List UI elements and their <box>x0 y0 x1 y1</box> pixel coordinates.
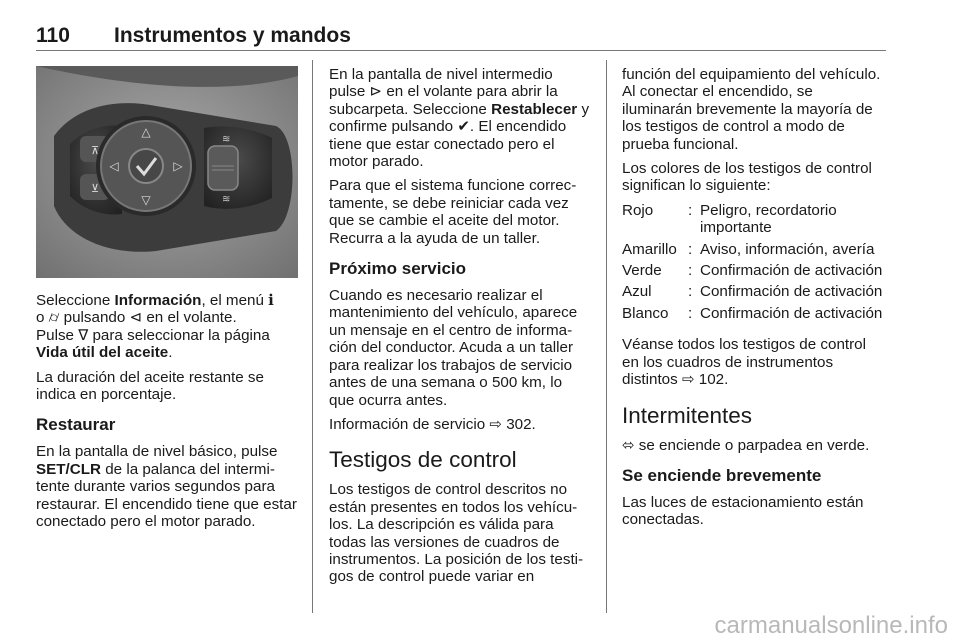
ref-arrow-icon: ⇨ <box>489 415 502 433</box>
color-legend <box>622 202 886 326</box>
column-3 <box>622 66 886 536</box>
svg-text:▷: ▷ <box>173 159 183 173</box>
legend-color-name: Blanco <box>622 304 669 322</box>
page-label-vida-util: Vida útil del aceite <box>36 344 169 362</box>
heading-intermitentes: Intermitentes <box>622 402 753 428</box>
arrow-left-icon: ⊲ <box>129 309 143 327</box>
svg-text:▽: ▽ <box>141 193 151 207</box>
page-number: 110 <box>36 24 70 47</box>
column-divider-2 <box>606 60 607 613</box>
svg-text:⊻: ⊻ <box>90 182 100 195</box>
page-reference: 102 <box>698 371 725 389</box>
legend-color-name: Rojo <box>622 201 654 219</box>
car-icon: ⌭ <box>48 309 60 327</box>
page-title: Instrumentos y mandos <box>114 24 351 47</box>
info-icon: ℹ <box>268 292 274 309</box>
turn-signal-icon: ⬄ <box>622 436 635 454</box>
menu-label-restablecer: Restablecer <box>491 100 578 118</box>
down-triangle-icon: ∇ <box>78 326 89 344</box>
paragraph: Información de servicio ⇨ 302. <box>329 415 536 433</box>
column-2 <box>329 66 591 593</box>
legend-separator: : <box>688 304 693 322</box>
legend-color-name: Amarillo <box>622 240 677 258</box>
paragraph: Seleccione Información, el menú ℹ o ⌭ pulsando ⊲ en el volante. Pulse ∇ para seleccionar la página Vida útil del aceite. <box>36 292 274 362</box>
column-divider-1 <box>312 60 313 613</box>
legend-color-name: Azul <box>622 283 652 301</box>
legend-color-desc: Confirmación de activación <box>700 283 883 301</box>
heading-se-enciende-brevemente: Se enciende brevemente <box>622 465 822 485</box>
paragraph: Cuando es necesario realizar el mantenimiento del vehículo, aparece un mensaje en el centro de información del conductor. Acuda a un taller para realizar los trabajos de servicio antes de una semana o 500 km, lo que ocurra antes. <box>329 287 578 409</box>
paragraph: función del equipamiento del vehículo. Al conectar el encendido, se iluminarán brevemente la mayoría de los testigos de control a modo de prueba funcional. <box>622 66 881 153</box>
svg-text:≋: ≋ <box>222 134 231 145</box>
legend-color-desc: Aviso, información, avería <box>700 240 875 258</box>
steering-wheel-controls-photo <box>36 66 298 278</box>
legend-color-desc: Confirmación de activación <box>700 262 883 280</box>
heading-proximo-servicio: Próximo servicio <box>329 259 467 279</box>
paragraph: Los testigos de control descritos no están presentes en todos los vehículos. La descripción es válida para todas las versiones de cuadros de instrumentos. La posición de los testigos de control puede variar en <box>329 481 584 586</box>
paragraph: ⬄ se enciende o parpadea en verde. <box>622 436 870 454</box>
page-reference: 302 <box>506 415 532 433</box>
legend-color-desc: Peligro, recordatorio importante <box>700 201 837 237</box>
legend-separator: : <box>688 240 693 258</box>
legend-separator: : <box>688 262 693 280</box>
svg-text:⊼: ⊼ <box>90 144 100 157</box>
control-label-set-clr: SET/CLR <box>36 460 101 478</box>
check-icon: ✔ <box>457 118 470 136</box>
svg-text:△: △ <box>141 125 151 139</box>
arrow-right-icon: ⊳ <box>369 83 383 101</box>
paragraph: Las luces de estacionamiento están conectadas. <box>622 493 864 529</box>
legend-color-desc: Confirmación de activación <box>700 304 883 322</box>
legend-separator: : <box>688 283 693 301</box>
paragraph: En la pantalla de nivel intermedio pulse ⊳ en el volante para abrir la subcarpeta. Seleccione Restablecer y confirme pulsando ✔. El encendido tiene que estar conectado pero el motor parado. <box>329 66 590 171</box>
heading-restaurar: Restaurar <box>36 415 116 435</box>
menu-label-informacion: Información <box>114 292 202 309</box>
header-rule <box>36 50 886 51</box>
paragraph: Los colores de los testigos de control significan lo siguiente: <box>622 160 872 195</box>
paragraph: La duración del aceite restante se indica en porcentaje. <box>36 368 264 404</box>
svg-text:◁: ◁ <box>109 159 119 173</box>
heading-testigos-de-control: Testigos de control <box>329 447 517 473</box>
column-1 <box>36 292 298 537</box>
svg-text:≋: ≋ <box>222 194 231 205</box>
legend-color-name: Verde <box>622 262 662 280</box>
ref-arrow-icon: ⇨ <box>681 371 695 389</box>
legend-separator: : <box>688 201 693 219</box>
paragraph: Véanse todos los testigos de control en los cuadros de instrumentos distintos ⇨ 102. <box>622 336 866 389</box>
watermark: carmanualsonline.info <box>714 612 948 639</box>
paragraph: Para que el sistema funcione correctamente, se debe reiniciar cada vez que se cambie el aceite del motor. Recurra a la ayuda de un taller. <box>329 177 577 247</box>
paragraph: En la pantalla de nivel básico, pulse SET/CLR de la palanca del intermitente durante varios segundos para restaurar. El encendido tiene que estar conectado pero el motor parado. <box>36 443 297 531</box>
